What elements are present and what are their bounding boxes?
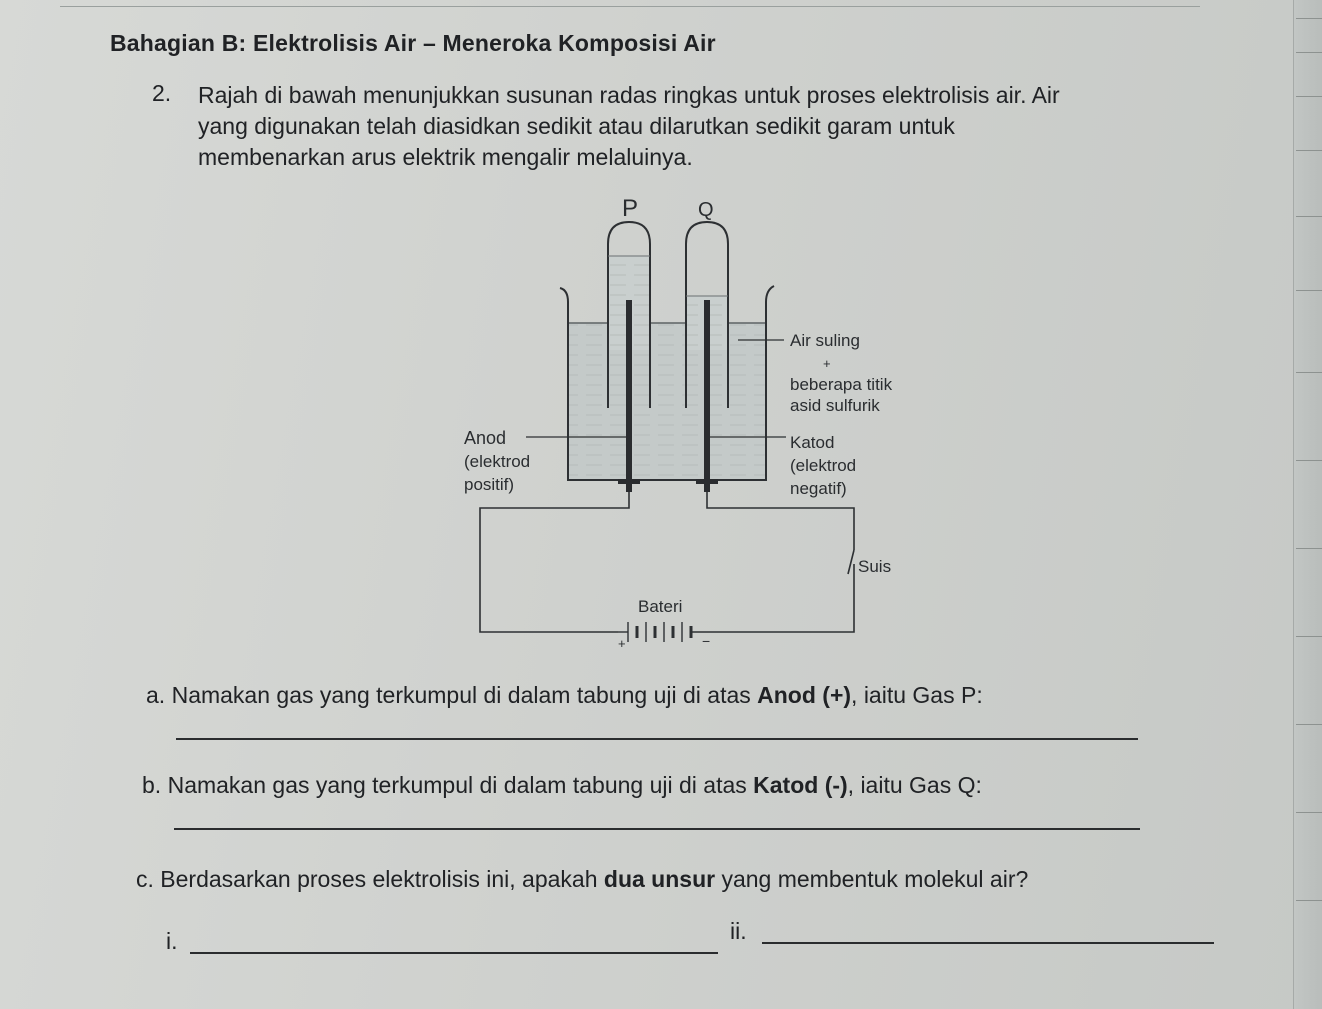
switch	[848, 550, 854, 574]
intro-line: yang digunakan telah diasidkan sedikit atau dilarutkan sedikit garam untuk	[198, 113, 955, 139]
part-text: yang membentuk molekul air?	[715, 866, 1029, 892]
edge-tick	[1296, 216, 1322, 217]
sub-label-i: i.	[166, 928, 178, 954]
anode-label-2: (elektrod	[464, 452, 531, 471]
anode-label-3: positif)	[464, 475, 515, 494]
question-part-b	[142, 772, 982, 799]
edge-tick	[1296, 150, 1322, 151]
part-text: Namakan gas yang terkumpul di dalam tabung uji di atas	[167, 772, 754, 798]
electrolysis-diagram	[440, 190, 960, 660]
edge-tick	[1296, 18, 1322, 19]
anode-stopper	[618, 479, 640, 484]
section-heading: Bahagian B: Elektrolisis Air – Meneroka Komposisi Air	[110, 30, 716, 56]
water-label-3: asid sulfurik	[790, 396, 880, 415]
water-label-1: Air suling	[790, 331, 860, 350]
label-q: Q	[698, 199, 714, 221]
part-letter: a.	[146, 682, 166, 708]
part-letter: b.	[142, 772, 162, 798]
top-rule	[60, 6, 1200, 7]
page-edge	[1293, 0, 1322, 1009]
edge-tick	[1296, 52, 1322, 53]
label-p: P	[622, 195, 639, 222]
cathode-label-3: negatif)	[790, 479, 847, 498]
intro-line: membenarkan arus elektrik mengalir melaluinya.	[198, 144, 693, 170]
wire-anode	[480, 492, 629, 632]
water-label-2: beberapa titik	[790, 375, 893, 394]
edge-tick	[1296, 900, 1322, 901]
edge-tick	[1296, 372, 1322, 373]
part-letter: c.	[136, 866, 154, 892]
edge-tick	[1296, 724, 1322, 725]
answer-line-c-i[interactable]	[190, 952, 718, 954]
water-texture	[568, 323, 766, 480]
edge-tick	[1296, 96, 1322, 97]
cathode-label-2: (elektrod	[790, 456, 857, 475]
wire-cathode	[707, 492, 854, 550]
wire-switch	[730, 564, 854, 632]
question-intro	[198, 80, 1238, 173]
answer-line-a[interactable]	[176, 738, 1138, 740]
edge-tick	[1296, 636, 1322, 637]
answer-line-c-ii[interactable]	[762, 942, 1214, 944]
edge-tick	[1296, 812, 1322, 813]
battery-symbol	[618, 622, 730, 642]
part-text: Namakan gas yang terkumpul di dalam tabung uji di atas	[171, 682, 758, 708]
edge-tick	[1296, 460, 1322, 461]
battery-label: Bateri	[638, 597, 683, 616]
edge-tick	[1296, 548, 1322, 549]
battery-plus: +	[618, 636, 626, 651]
plus-sign: +	[823, 356, 831, 371]
cathode-label-1: Katod	[790, 433, 835, 452]
cathode-electrode	[704, 300, 710, 492]
intro-line: Rajah di bawah menunjukkan susunan radas ringkas untuk proses elektrolisis air. Air	[198, 82, 1060, 108]
question-part-a	[146, 682, 983, 709]
anode-label-1: Anod	[464, 428, 507, 448]
part-text: , iaitu Gas P:	[851, 682, 983, 708]
battery-minus: −	[702, 633, 711, 649]
part-bold: Anod (+)	[757, 682, 852, 708]
part-bold: Katod (-)	[753, 772, 848, 798]
part-text: , iaitu Gas Q:	[847, 772, 982, 798]
answer-line-b[interactable]	[174, 828, 1140, 830]
anode-electrode	[626, 300, 632, 492]
part-bold: dua unsur	[603, 866, 716, 892]
part-text: Berdasarkan proses elektrolisis ini, apakah	[160, 866, 604, 892]
question-number: 2.	[152, 80, 172, 106]
edge-tick	[1296, 290, 1322, 291]
switch-label: Suis	[858, 557, 892, 576]
cathode-stopper	[696, 479, 718, 484]
question-part-c	[136, 866, 1028, 893]
sub-label-ii: ii.	[730, 918, 747, 944]
